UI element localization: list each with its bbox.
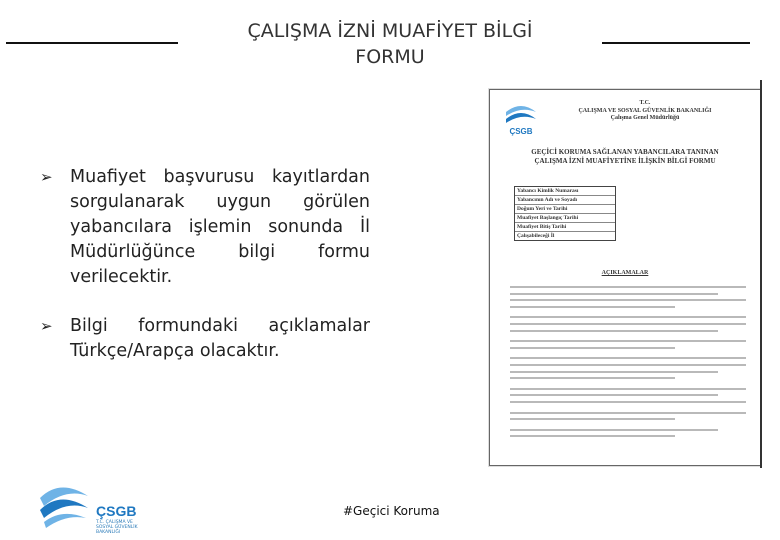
doc-explanation-text <box>510 286 746 442</box>
slide-title <box>180 18 600 70</box>
doc-header <box>545 100 745 123</box>
doc-field: Yabancı Kimlik Numarası <box>515 187 615 196</box>
doc-header-line: Çalışma Genel Müdürlüğü <box>610 115 680 121</box>
doc-title-line: ÇALIŞMA İZNİ MUAFİYETİNE İLİŞKİN BİLGİ FORMU <box>534 157 716 165</box>
footer-hashtag: #Geçici Koruma <box>343 504 440 518</box>
csgb-logo-icon <box>502 102 540 138</box>
bullet-list <box>40 165 370 388</box>
bullet-text: Bilgi formundaki açıklamalar Türkçe/Arapça olacaktır. <box>70 316 370 361</box>
arrow-bullet-icon: ➢ <box>40 168 53 186</box>
doc-logo-text: ÇSGB <box>509 127 533 136</box>
doc-header-line: ÇALIŞMA VE SOSYAL GÜVENLİK BAKANLIĞI <box>578 107 712 114</box>
logo-text: ÇSGB <box>96 503 137 519</box>
bullet-item <box>40 314 370 364</box>
doc-explanations-title: AÇIKLAMALAR <box>601 270 649 276</box>
document-divider <box>760 80 762 468</box>
doc-header-line: T.C. <box>639 100 651 106</box>
logo-subtitle: T.C. ÇALIŞMA VE SOSYAL GÜVENLİK BAKANLIĞI <box>96 520 138 535</box>
arrow-bullet-icon: ➢ <box>40 317 53 335</box>
bullet-item <box>40 165 370 290</box>
bullet-text: Muafiyet başvurusu kayıtlardan sorgulanarak uygun görülen yabancılara işlemin sonunda İl Müdürlüğünce bilgi formu verilecektir. <box>70 167 370 287</box>
doc-title-line: GEÇİCİ KORUMA SAĞLANAN YABANCILARA TANINAN <box>531 148 719 156</box>
doc-field: Yabancının Adı ve Soyadı <box>515 196 615 205</box>
doc-field: Doğum Yeri ve Tarihi <box>515 205 615 214</box>
doc-form-fields <box>514 186 616 241</box>
doc-field: Muafiyet Bitiş Tarihi <box>515 223 615 232</box>
slide-title-line-1: ÇALIŞMA İZNİ MUAFİYET BİLGİ <box>247 20 533 42</box>
doc-field: Muafiyet Başlangıç Tarihi <box>515 214 615 223</box>
doc-field: Çalışabileceği İl <box>517 233 555 239</box>
title-rule-right <box>602 42 750 44</box>
slide-title-line-2: FORMU <box>355 46 425 68</box>
doc-title <box>498 148 752 166</box>
info-form-document-image <box>489 89 761 466</box>
title-rule-left <box>6 42 178 44</box>
